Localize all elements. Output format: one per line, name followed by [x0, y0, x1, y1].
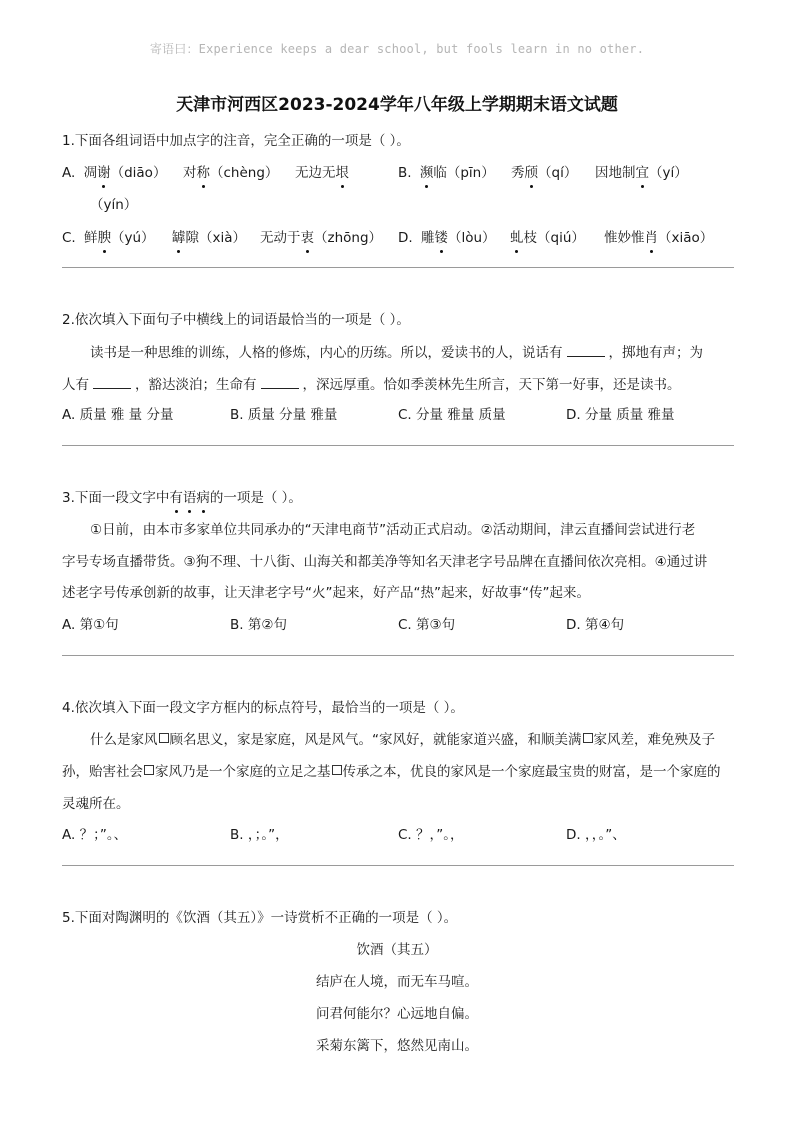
- q2-passage-line-2: 人有 ，豁达淡泊；生命有 ，深远厚重。恰如季羡林先生所言，天下第一好事，还是读书。: [62, 374, 734, 395]
- emphasis-dot: 语: [182, 490, 197, 506]
- question-5-stem: 5.下面对陶渊明的《饮酒（其五）》一诗赏析不正确的一项是（ ）。: [62, 910, 458, 926]
- fill-blank: [567, 342, 605, 357]
- q4-passage-line-1: 什么是家风 顾名思义，家是家庭，风是风气。“家风好，就能家道兴盛，和顺美满 家风差，难免殃及子: [90, 732, 715, 748]
- q4-passage-line-2: 孙，贻害社会 家风乃是一个家庭的立足之基 传承之本，优良的家风是一个家庭最宝贵的财富，是一个家庭的: [62, 764, 721, 780]
- q1-option-c-word-2: 罅隙（xià）: [172, 230, 247, 246]
- page-title: 天津市河西区2023-2024学年八年级上学期期末语文试题: [176, 95, 618, 115]
- q1-option-d-word-3: 惟妙惟肖（xiāo）: [604, 230, 714, 246]
- q3-option-b: B. 第②句: [230, 617, 287, 633]
- punctuation-box: [583, 733, 593, 743]
- question-3-stem: 3.下面一段文字中有语病的一项是（ ）。: [62, 490, 302, 506]
- q1-option-b-word-2: 秀颀（qí）: [511, 165, 578, 181]
- fill-blank: [93, 374, 131, 389]
- question-4-stem: 4.依次填入下面一段文字方框内的标点符号，最恰当的一项是（ ）。: [62, 700, 464, 716]
- punctuation-box: [159, 733, 169, 743]
- q3-option-c: C. 第③句: [398, 617, 456, 633]
- emphasis-dot: 濒: [419, 165, 434, 181]
- question-2-stem: 2.依次填入下面句子中横线上的词语最恰当的一项是（ ）。: [62, 312, 410, 328]
- q3-passage-line-3: 述老字号传承创新的故事，让天津老字号“火”起来，好产品“热”起来，好故事“传”起来。: [62, 585, 590, 601]
- watermark-text: 寄语曰：Experience keeps a dear school, but fools learn in no other.: [149, 42, 645, 56]
- q1-option-c: C. 鲜腴（yú）: [62, 230, 155, 246]
- q1-option-a-word-3: 无边无垠: [295, 165, 349, 181]
- q1-option-a-word-3-pinyin: （yín）: [90, 197, 138, 213]
- divider: [62, 267, 734, 268]
- emphasis-dot: 罅: [172, 230, 186, 246]
- emphasis-dot: 肖: [644, 230, 658, 246]
- emphasis-dot: 虬: [510, 230, 524, 246]
- emphasis-dot: 有: [169, 490, 183, 506]
- q3-passage-line-1: ①日前，由本市多家单位共同承办的“天津电商节”活动正式启动。②活动期间，津云直播间尝试进行老: [90, 522, 696, 538]
- q2-option-a: A. 质量 雅 量 分量: [62, 407, 174, 423]
- poem-line-3: 采菊东篱下，悠然见南山。: [316, 1038, 478, 1054]
- q3-passage-line-2: 字号专场直播带货。③狗不理、十八街、山海关和都美净等知名天津老字号品牌在直播间依次亮相。④通过讲: [62, 554, 708, 570]
- punctuation-box: [144, 765, 154, 775]
- q4-option-d: D. ，，。”、: [566, 827, 626, 843]
- q1-option-a: A. 凋谢（diāo）: [62, 165, 167, 181]
- divider: [62, 655, 734, 656]
- emphasis-dot: 衷: [300, 230, 314, 246]
- emphasis-dot: 病: [196, 490, 210, 506]
- q4-option-c: C. ？，”。，: [398, 827, 464, 843]
- q3-option-a: A. 第①句: [62, 617, 119, 633]
- poem-line-1: 结庐在人境，而无车马喧。: [316, 974, 478, 990]
- q2-option-d: D. 分量 质量 雅量: [566, 407, 675, 423]
- q4-option-a: A. ？；”。、: [62, 827, 128, 843]
- emphasis-dot: 宜: [635, 165, 649, 181]
- fill-blank: [261, 374, 299, 389]
- divider: [62, 865, 734, 866]
- q1-option-b: B. 濒临（pīn）: [398, 165, 495, 181]
- poem-line-2: 问君何能尔？心远地自偏。: [316, 1006, 478, 1022]
- watermark: [0, 40, 794, 57]
- q2-option-b: B. 质量 分量 雅量: [230, 407, 338, 423]
- q4-passage-line-3: 灵魂所在。: [62, 796, 130, 812]
- q2-option-c: C. 分量 雅量 质量: [398, 407, 506, 423]
- question-1-stem: 1.下面各组词语中加点字的注音，完全正确的一项是（ ）。: [62, 133, 410, 149]
- emphasis-dot: 称: [196, 165, 210, 181]
- emphasis-dot: 垠: [335, 165, 349, 181]
- punctuation-box: [332, 765, 342, 775]
- emphasis-dot: 谢: [97, 165, 111, 181]
- q3-option-d: D. 第④句: [566, 617, 625, 633]
- q2-passage-line-1: 读书是一种思维的训练，人格的修炼，内心的历练。所以，爱读书的人，说话有 ，掷地有声；为: [62, 342, 734, 363]
- divider: [62, 445, 734, 446]
- q1-option-a-word-2: 对称（chèng）: [183, 165, 279, 181]
- emphasis-dot: 镂: [434, 230, 448, 246]
- q1-option-b-word-3: 因地制宜（yí）: [595, 165, 688, 181]
- emphasis-dot: 腴: [97, 230, 112, 246]
- q1-option-c-word-3: 无动于衷（zhōng）: [260, 230, 383, 246]
- q4-option-b: B. ，；。”，: [230, 827, 289, 843]
- poem-title: 饮酒（其五）: [356, 942, 438, 958]
- q1-option-d: D. 雕镂（lòu）: [398, 230, 496, 246]
- q1-option-d-word-2: 虬枝（qiú）: [510, 230, 585, 246]
- emphasis-dot: 颀: [524, 165, 538, 181]
